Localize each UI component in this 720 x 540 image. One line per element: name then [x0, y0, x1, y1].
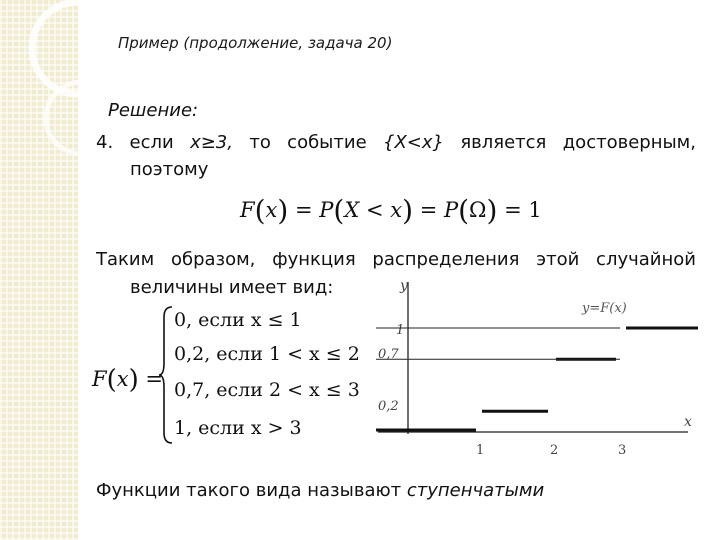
paren: ) — [402, 194, 414, 227]
conclusion-word: образом, — [170, 249, 256, 269]
solution-heading: Решение: — [108, 100, 199, 121]
formula-symbol: Ω — [469, 198, 487, 222]
paren: ( — [333, 194, 345, 227]
piecewise-case: 1, если x > 3 — [174, 417, 302, 439]
conclusion-word: распределения — [372, 249, 520, 269]
solution-item-continuation: поэтому — [130, 159, 209, 180]
item-word: {X<x} — [383, 132, 444, 153]
conclusion-word: функция — [272, 249, 356, 269]
x-tick-label: 3 — [618, 443, 627, 458]
formula-operator: = — [138, 367, 164, 391]
step-segments — [376, 328, 698, 430]
y-axis-label: y — [400, 278, 408, 294]
formula-operator: = — [497, 198, 529, 222]
piecewise-case: 0,2, если 1 < x ≤ 2 — [174, 343, 360, 365]
item-word: событие — [287, 132, 367, 153]
item-word: является — [460, 132, 547, 153]
formula-symbol: F — [92, 367, 107, 391]
page-title: Пример (продолжение, задача 20) — [118, 34, 393, 52]
formula-operator: < — [359, 198, 391, 222]
decorative-side-band — [0, 0, 78, 540]
formula-symbol: x — [390, 198, 403, 222]
paren: ( — [106, 365, 117, 395]
item-word: если — [129, 132, 174, 153]
formula-operator: = — [288, 198, 320, 222]
paren: ( — [254, 194, 266, 227]
conclusion-line — [96, 249, 696, 269]
footer-note — [96, 480, 544, 501]
x-axis-label: x — [684, 414, 692, 430]
formula-symbol: F — [240, 198, 255, 222]
paren: ) — [486, 194, 498, 227]
piecewise-function-name — [92, 365, 163, 395]
piecewise-case: 0,7, если 2 < x ≤ 3 — [174, 379, 360, 401]
step-function-graph — [370, 270, 700, 460]
formula-full-event — [240, 194, 542, 227]
y-tick-label: 1 — [396, 323, 405, 338]
conclusion-word: случайной — [596, 249, 696, 269]
item-word: x≥3, — [190, 132, 233, 153]
x-tick-label: 1 — [476, 443, 485, 458]
footer-text: Функции такого вида называют — [96, 480, 402, 501]
formula-operator: = — [413, 198, 444, 222]
piecewise-case: 0, если x ≤ 1 — [174, 309, 302, 331]
piecewise-formula — [92, 305, 382, 445]
item-word: то — [249, 132, 271, 153]
paren: ) — [277, 194, 289, 227]
footer-emphasis: ступенчатыми — [406, 480, 545, 501]
formula-symbol: X — [344, 198, 360, 222]
formula-symbol: x — [116, 367, 129, 391]
decorative-circles-graphic — [0, 0, 78, 540]
item-word: достоверным, — [562, 132, 696, 153]
paren: ) — [128, 365, 139, 395]
item-number: 4. — [96, 132, 114, 153]
y-tick-label: 0,7 — [378, 347, 399, 362]
conclusion-word: Таким — [96, 249, 155, 269]
solution-item-line — [96, 132, 696, 153]
x-tick-label: 2 — [550, 443, 559, 458]
conclusion-continuation: величины имеет вид: — [130, 277, 334, 298]
left-brace-icon — [158, 305, 174, 445]
y-tick-label: 0,2 — [378, 399, 399, 414]
function-label: y=F(x) — [582, 301, 627, 316]
conclusion-word: этой — [536, 249, 580, 269]
formula-symbol: P — [443, 198, 459, 222]
formula-symbol: x — [265, 198, 278, 222]
formula-value: 1 — [528, 198, 542, 222]
paren: ( — [458, 194, 470, 227]
formula-symbol: P — [319, 198, 334, 222]
